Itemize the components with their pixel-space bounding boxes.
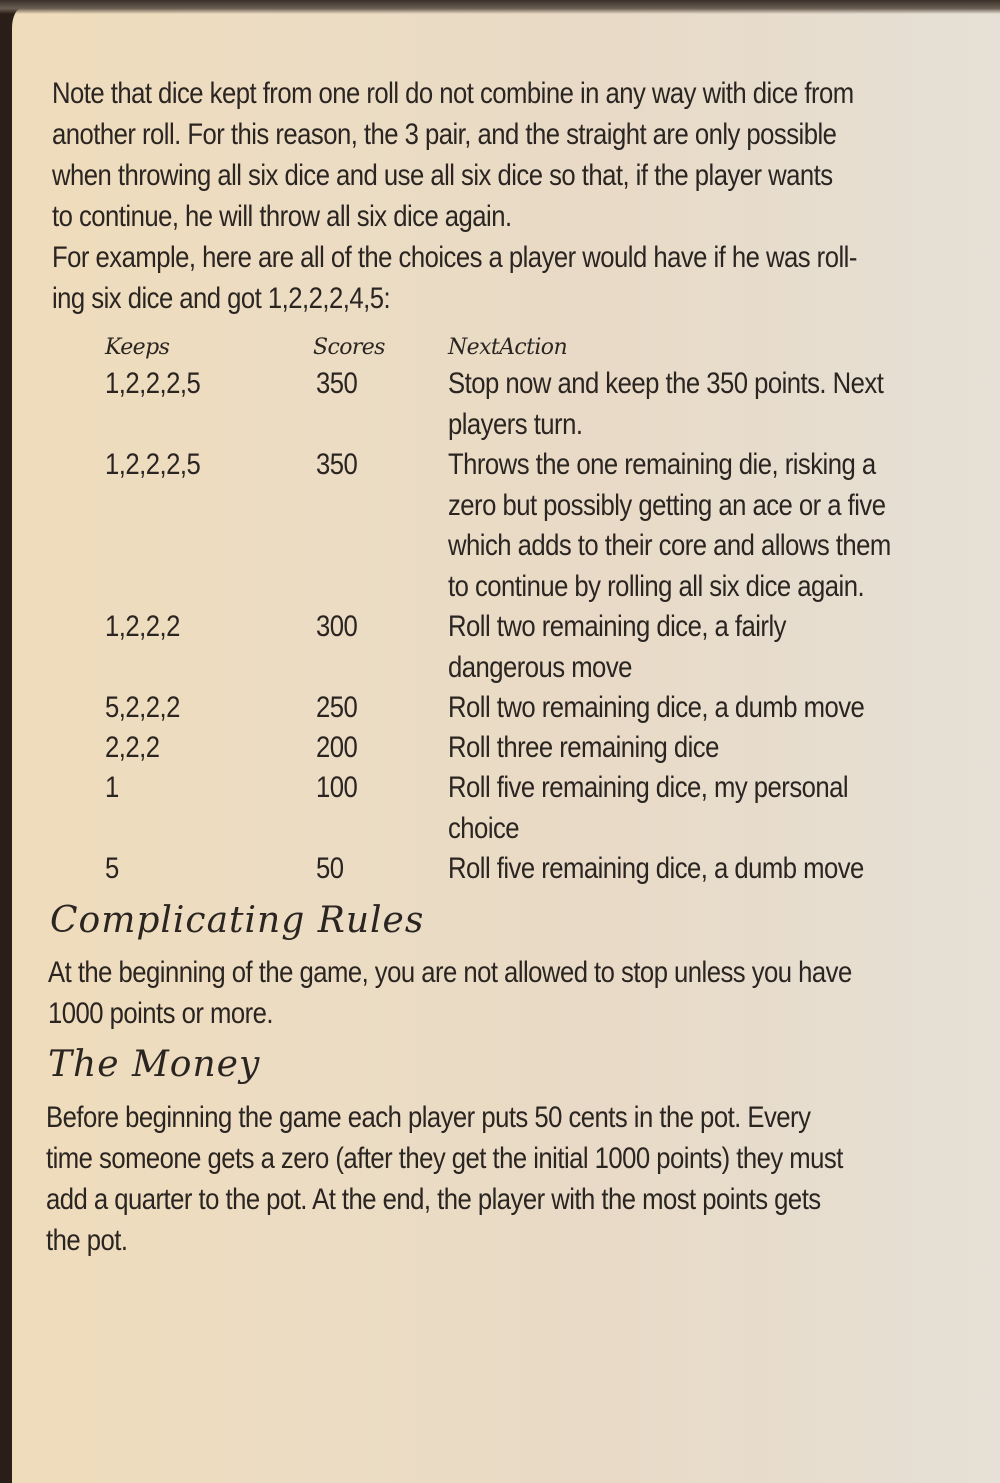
the-money-paragraph (46, 1097, 846, 1261)
action-line: dangerous move (448, 650, 632, 684)
the-money-heading: The Money (48, 1044, 261, 1085)
keeps-cell: 1,2,2,2 (105, 610, 180, 643)
action-cell (448, 688, 953, 729)
score-cell: 100 (316, 771, 358, 804)
action-cell (448, 849, 953, 890)
action-line: which adds to their core and allows them (448, 529, 891, 562)
paragraph-line: 1000 points or more. (48, 997, 273, 1030)
action-line: Stop now and keep the 350 points. Next (448, 367, 884, 400)
paragraph-line: the pot. (46, 1224, 128, 1257)
complicating-rules-heading: Complicating Rules (50, 900, 425, 941)
action-cell (448, 768, 953, 849)
paragraph-line: add a quarter to the pot. At the end, the player with the most points gets (46, 1183, 821, 1216)
keeps-cell: 5 (105, 852, 119, 885)
score-cell: 350 (316, 367, 358, 400)
page-top-shadow (0, 0, 1000, 14)
header-scores: Scores (313, 335, 385, 360)
action-line: Roll three remaining dice (448, 731, 719, 764)
action-line: Throws the one remaining die, risking a (448, 448, 876, 481)
score-cell: 200 (316, 731, 358, 764)
keeps-cell: 5,2,2,2 (105, 691, 180, 724)
intro-line: Note that dice kept from one roll do not combine in any way with dice from (52, 77, 854, 110)
action-line: choice (448, 811, 520, 845)
keeps-cell: 1,2,2,2,5 (105, 367, 201, 400)
score-cell: 300 (316, 610, 358, 643)
action-line: Roll five remaining dice, my personal (448, 771, 849, 804)
keeps-cell: 2,2,2 (105, 731, 160, 764)
score-cell: 350 (316, 448, 358, 481)
complicating-rules-paragraph (48, 952, 852, 1034)
action-line: zero but possibly getting an ace or a five (448, 488, 886, 522)
header-next-action: NextAction (448, 335, 568, 360)
intro-line: to continue, he will throw all six dice again. (52, 200, 512, 233)
action-cell (448, 728, 953, 769)
action-line: Roll two remaining dice, a fairly (448, 610, 786, 643)
action-cell (448, 364, 953, 445)
score-cell: 250 (316, 691, 358, 724)
paragraph-line: time someone gets a zero (after they get the initial 1000 points) they must (46, 1142, 843, 1175)
intro-line: another roll. For this reason, the 3 pair, and the straight are only possible (52, 118, 837, 151)
header-keeps: Keeps (105, 335, 170, 360)
action-line: Roll five remaining dice, a dumb move (448, 852, 864, 885)
keeps-cell: 1,2,2,2,5 (105, 448, 201, 481)
action-line: to continue by rolling all six dice again. (448, 569, 865, 603)
intro-paragraph (52, 73, 857, 319)
action-cell (448, 607, 953, 688)
action-line: Roll two remaining dice, a dumb move (448, 691, 865, 724)
paragraph-line: At the beginning of the game, you are not allowed to stop unless you have (48, 956, 852, 989)
intro-line: ing six dice and got 1,2,2,2,4,5: (52, 282, 391, 315)
action-line: players turn. (448, 407, 583, 441)
score-cell: 50 (316, 852, 344, 885)
intro-line: For example, here are all of the choices a player would have if he was roll- (52, 241, 857, 274)
paragraph-line: Before beginning the game each player puts 50 cents in the pot. Every (46, 1101, 811, 1134)
action-cell (448, 445, 953, 607)
keeps-cell: 1 (105, 771, 119, 804)
intro-line: when throwing all six dice and use all six dice so that, if the player wants (52, 159, 833, 192)
